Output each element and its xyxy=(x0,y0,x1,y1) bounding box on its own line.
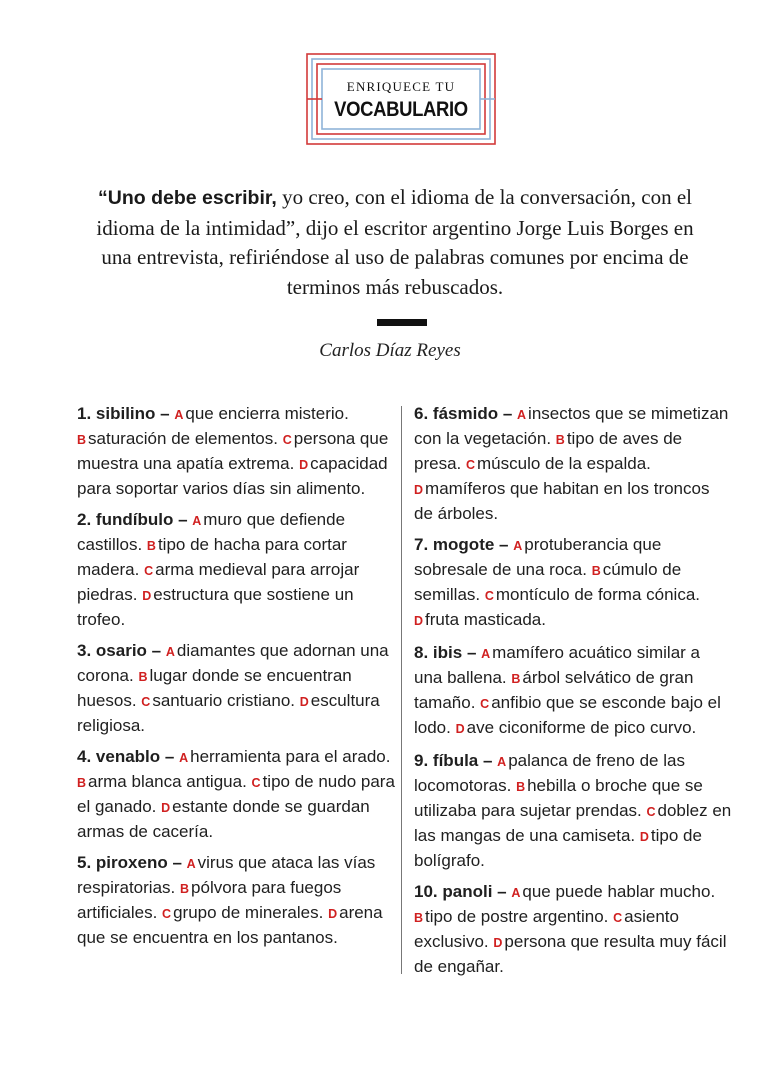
intro-body: yo creo, con el idioma de la conversación, con el idioma de la intimidad”, dijo el escritor argentino Jorge Luis Borges en una entrevista, refiriéndose al uso de palabras comunes por encima de terminos más rebuscados. xyxy=(96,185,694,299)
option-text: persona que muestra una apatía extrema. xyxy=(77,429,389,473)
option-text: hebilla o broche que se utilizaba para sujetar prendas. xyxy=(414,776,703,820)
option-text: árbol selvático de gran tamaño. xyxy=(414,668,694,712)
option-letter: B xyxy=(77,776,87,790)
option-letter: D xyxy=(142,589,152,603)
entry-word: ibis xyxy=(432,643,463,662)
entry-dash: – xyxy=(146,641,166,660)
option-letter: C xyxy=(613,911,623,925)
entry-word: mogote xyxy=(432,535,495,554)
badge-title xyxy=(306,53,496,145)
option-letter: A xyxy=(179,751,189,765)
entry-number: 2. xyxy=(77,510,92,529)
vocabulary-entry xyxy=(414,880,732,978)
option-letter: D xyxy=(299,458,309,472)
option-letter: A xyxy=(513,539,523,553)
option-text: doblez en las mangas de una camiseta. xyxy=(414,801,732,845)
entry-word: fundíbulo xyxy=(95,510,174,529)
entry-dash: – xyxy=(478,751,498,770)
option-letter: B xyxy=(180,882,190,896)
option-text: diamantes que adornan una corona. xyxy=(77,641,389,685)
entry-word: venablo xyxy=(95,747,161,766)
badge-title-line1: ENRIQUECE TU xyxy=(346,78,456,94)
separator-rule xyxy=(377,319,427,326)
option-letter: C xyxy=(144,564,154,578)
option-text: asiento exclusivo. xyxy=(414,907,679,951)
option-text: anfibio que se esconde bajo el lodo. xyxy=(414,693,721,737)
option-text: estructura que sostiene un trofeo. xyxy=(77,585,354,629)
option-text: palanca de freno de las locomotoras. xyxy=(414,751,685,795)
option-letter: C xyxy=(646,805,656,819)
entry-word: osario xyxy=(95,641,147,660)
entry-number: 3. xyxy=(77,641,92,660)
option-letter: C xyxy=(162,907,172,921)
option-text: montículo de forma cónica. xyxy=(495,585,700,604)
option-letter: A xyxy=(517,408,527,422)
entry-dash: – xyxy=(494,535,514,554)
option-letter: D xyxy=(299,695,309,709)
entry-word: fíbula xyxy=(432,751,479,770)
entry-word: sibilino xyxy=(95,404,156,423)
entry-number: 9. xyxy=(414,751,429,770)
option-letter: C xyxy=(465,458,476,472)
column-divider xyxy=(401,406,402,974)
option-text: capacidad para soportar varios días sin alimento. xyxy=(77,454,388,498)
option-text: tipo de hacha para cortar madera. xyxy=(77,535,347,579)
option-text: estante donde se guardan armas de cacería. xyxy=(77,797,370,841)
entry-dash: – xyxy=(492,882,512,901)
option-text: arena que se encuentra en los pantanos. xyxy=(77,903,383,947)
entry-word: piroxeno xyxy=(95,853,168,872)
option-text: arma medieval para arrojar piedras. xyxy=(77,560,360,604)
option-text: lugar donde se encuentran huesos. xyxy=(77,666,352,710)
entry-number: 1. xyxy=(77,404,92,423)
entry-number: 7. xyxy=(414,535,429,554)
option-letter: D xyxy=(161,801,171,815)
vocabulary-entry xyxy=(77,639,397,737)
entry-dash: – xyxy=(173,510,193,529)
vocabulary-entry xyxy=(414,533,732,633)
option-letter: A xyxy=(192,514,202,528)
vocabulary-entry xyxy=(77,851,397,949)
option-letter: A xyxy=(511,886,521,900)
entry-word: fásmido xyxy=(432,404,499,423)
option-letter: D xyxy=(328,907,338,921)
option-text: protuberancia que sobresale de una roca. xyxy=(414,535,662,579)
vocabulary-entry xyxy=(77,402,397,500)
entry-dash: – xyxy=(167,853,187,872)
entry-number: 10. xyxy=(414,882,438,901)
author-byline: Carlos Díaz Reyes xyxy=(319,340,461,361)
option-text: arma blanca antigua. xyxy=(88,772,247,791)
option-letter: D xyxy=(493,936,503,950)
option-letter: A xyxy=(174,408,184,422)
entry-word: panoli xyxy=(442,882,493,901)
vocabulary-entry xyxy=(414,402,732,525)
option-letter: C xyxy=(141,695,151,709)
intro-lead: “Uno debe escribir, xyxy=(98,187,277,209)
entry-number: 6. xyxy=(414,404,429,423)
option-letter: D xyxy=(414,483,424,497)
option-text: escultura religiosa. xyxy=(77,691,380,735)
option-letter: A xyxy=(165,645,175,659)
entry-number: 5. xyxy=(77,853,92,872)
option-text: tipo de postre argentino. xyxy=(425,907,609,926)
option-text: herramienta para el arado. xyxy=(190,747,391,766)
option-letter: B xyxy=(138,670,148,684)
entries-column-left xyxy=(77,402,397,957)
option-letter: A xyxy=(481,647,491,661)
intro-paragraph xyxy=(90,183,700,302)
entry-number: 4. xyxy=(77,747,92,766)
option-letter: D xyxy=(414,614,424,628)
option-letter: C xyxy=(282,433,292,447)
option-letter: A xyxy=(497,755,507,769)
option-letter: A xyxy=(186,857,196,871)
option-text: santuario cristiano. xyxy=(152,691,295,710)
option-text: persona que resulta muy fácil de engañar. xyxy=(414,932,727,976)
option-text: pólvora para fuegos artificiales. xyxy=(77,878,342,922)
entry-number: 8. xyxy=(414,643,429,662)
option-letter: D xyxy=(639,830,649,844)
option-letter: B xyxy=(516,780,526,794)
vocabulary-entry xyxy=(77,745,397,843)
option-letter: C xyxy=(484,589,494,603)
option-text: ave ciconiforme de pico curvo. xyxy=(466,718,697,737)
entry-dash: – xyxy=(155,404,175,423)
option-letter: C xyxy=(251,776,261,790)
option-text: saturación de elementos. xyxy=(88,429,278,448)
option-letter: B xyxy=(591,564,601,578)
badge-title-line2: VOCABULARIO xyxy=(334,97,468,121)
option-text: virus que ataca las vías respiratorias. xyxy=(77,853,376,897)
vocabulary-badge xyxy=(306,53,496,145)
option-letter: C xyxy=(480,697,490,711)
option-text: mamíferos que habitan en los troncos de árboles. xyxy=(414,479,710,523)
option-text: muro que defiende castillos. xyxy=(77,510,346,554)
option-text: tipo de nudo para el ganado. xyxy=(77,772,395,816)
option-text: que puede hablar mucho. xyxy=(522,882,716,901)
entries-column-right xyxy=(414,402,732,986)
option-letter: B xyxy=(146,539,156,553)
vocabulary-entry xyxy=(414,641,732,741)
option-text: fruta masticada. xyxy=(425,610,546,629)
option-text: grupo de minerales. xyxy=(173,903,324,922)
option-letter: B xyxy=(414,911,424,925)
vocabulary-entry xyxy=(414,749,732,872)
option-text: cúmulo de semillas. xyxy=(414,560,682,604)
entry-dash: – xyxy=(160,747,180,766)
vocabulary-entry xyxy=(77,508,397,631)
entry-dash: – xyxy=(462,643,482,662)
option-letter: B xyxy=(555,433,565,447)
option-text: insectos que se mimetizan con la vegetación. xyxy=(414,404,729,448)
option-text: músculo de la espalda. xyxy=(477,454,651,473)
option-text: que encierra misterio. xyxy=(185,404,349,423)
option-letter: D xyxy=(455,722,465,736)
option-letter: B xyxy=(77,433,87,447)
entry-dash: – xyxy=(498,404,518,423)
option-text: tipo de bolígrafo. xyxy=(414,826,702,870)
option-letter: B xyxy=(511,672,521,686)
option-text: tipo de aves de presa. xyxy=(414,429,683,473)
option-text: mamífero acuático similar a una ballena. xyxy=(414,643,700,687)
